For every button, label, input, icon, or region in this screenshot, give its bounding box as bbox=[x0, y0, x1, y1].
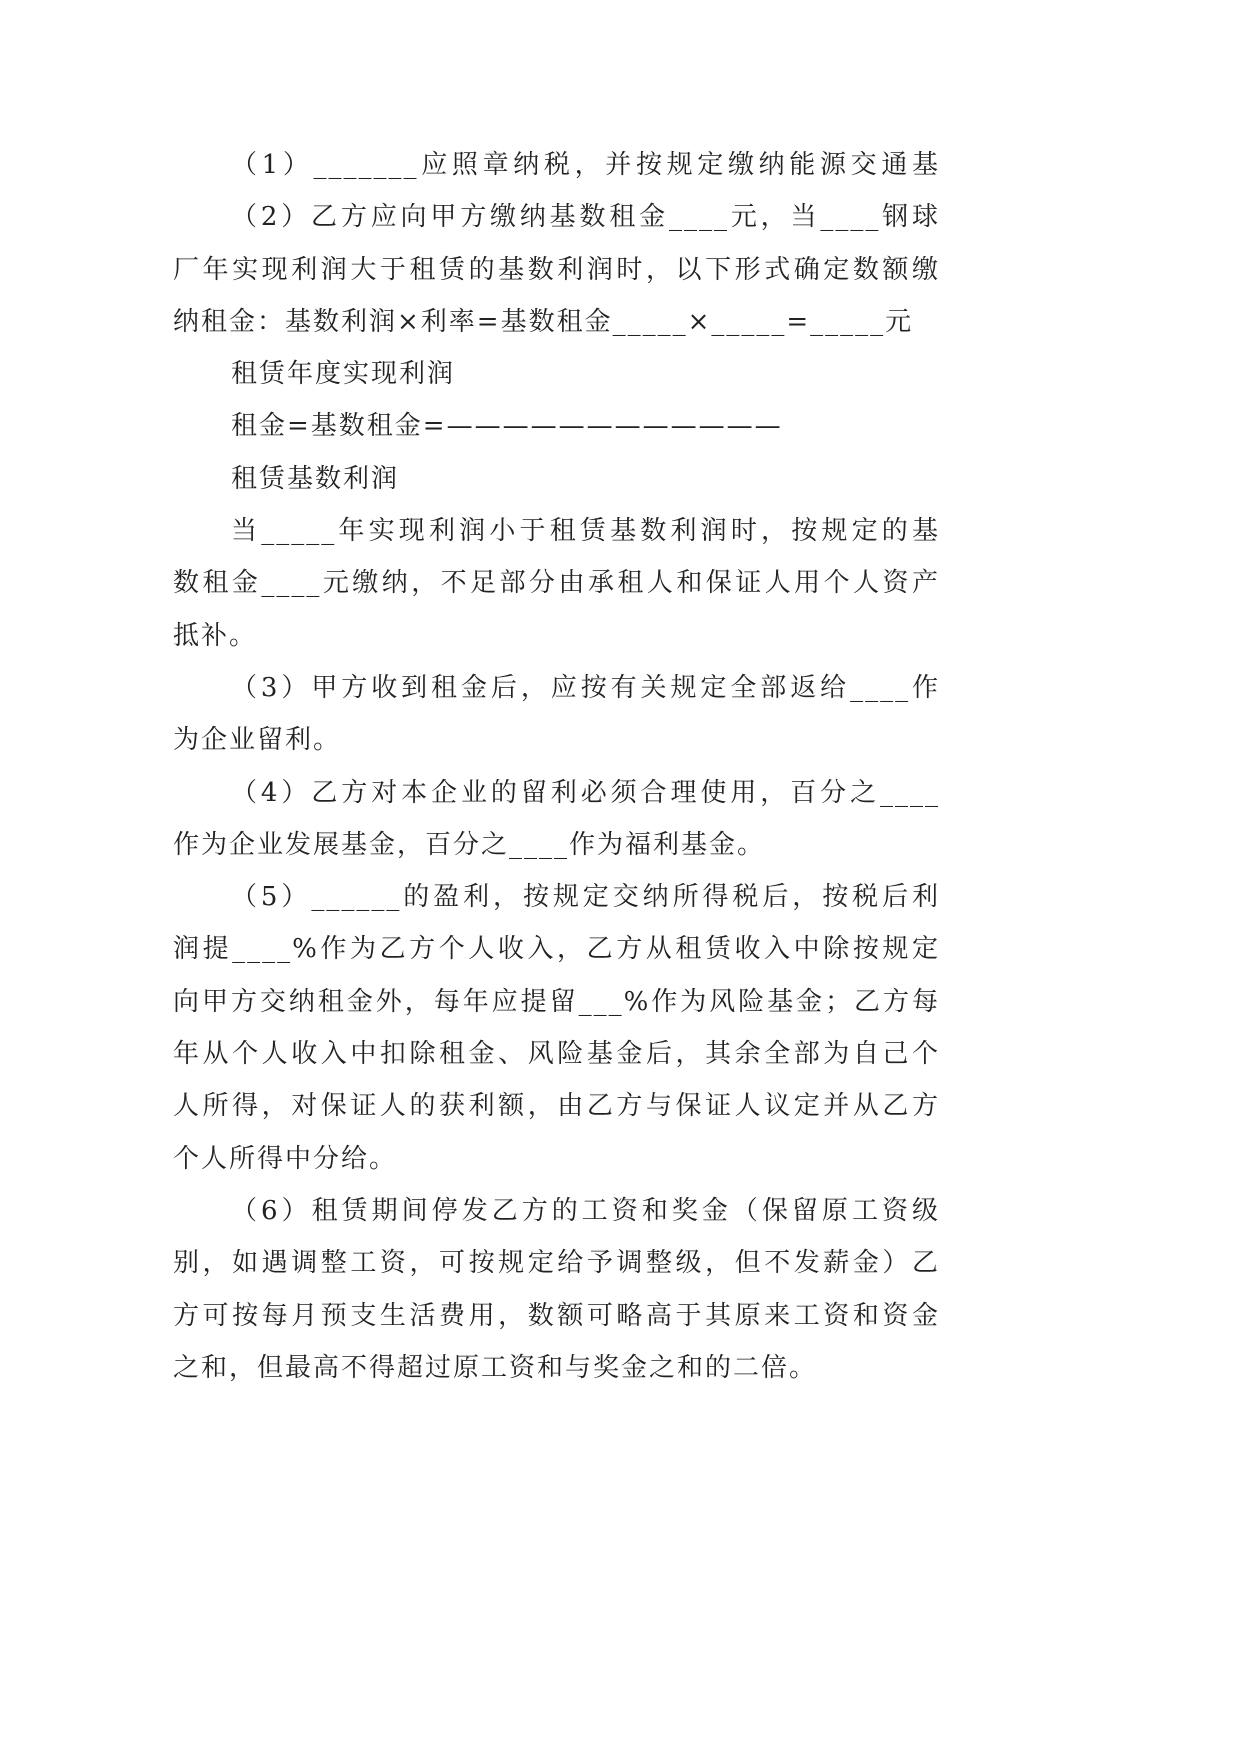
clause-2-shortfall bbox=[173, 505, 940, 662]
text-line: 纳租金：基数利润×利率=基数租金_____×_____=_____元 bbox=[173, 306, 914, 337]
text-line: 厂年实现利润大于租赁的基数利润时，以下形式确定数额缴 bbox=[173, 254, 940, 285]
clause-2 bbox=[173, 191, 940, 348]
text-line: 为企业留利。 bbox=[173, 725, 342, 756]
text-line: 抵补。 bbox=[173, 620, 258, 651]
text-line: 数租金____元缴纳，不足部分由承租人和保证人用个人资产 bbox=[173, 568, 940, 599]
clause-4 bbox=[173, 767, 940, 872]
clause-1 bbox=[173, 139, 940, 191]
clause-6 bbox=[173, 1185, 940, 1394]
text-line: 年从个人收入中扣除租金、风险基金后，其余全部为自己个 bbox=[173, 1039, 940, 1070]
text-line: 向甲方交纳租金外，每年应提留___%作为风险基金；乙方每 bbox=[173, 986, 940, 1017]
document-body bbox=[173, 139, 940, 1394]
formula-denominator: 租赁基数利润 bbox=[231, 463, 400, 494]
text-line: 当_____年实现利润小于租赁基数利润时，按规定的基 bbox=[231, 516, 940, 547]
text-line: 方可按每月预支生活费用，数额可略高于其原来工资和资金 bbox=[173, 1300, 940, 1331]
text-line: 别，如遇调整工资，可按规定给予调整级，但不发薪金）乙 bbox=[173, 1248, 940, 1279]
text-line: （3）甲方收到租金后，应按有关规定全部返给____作 bbox=[231, 672, 940, 703]
text-line: （2）乙方应向甲方缴纳基数租金____元，当____钢球 bbox=[231, 202, 940, 233]
rent-formula bbox=[173, 348, 940, 505]
text-line: 润提____%作为乙方个人收入，乙方从租赁收入中除按规定 bbox=[173, 934, 940, 965]
text-line: 作为企业发展基金，百分之____作为福利基金。 bbox=[173, 829, 766, 860]
clause-5 bbox=[173, 871, 940, 1185]
formula-line: 租金=基数租金=———————————— bbox=[231, 411, 783, 442]
text-line: （6）租赁期间停发乙方的工资和奖金（保留原工资级 bbox=[231, 1195, 940, 1226]
text-line: 人所得，对保证人的获利额，由乙方与保证人议定并从乙方 bbox=[173, 1091, 940, 1122]
text-line: （5）______的盈利，按规定交纳所得税后，按税后利 bbox=[231, 882, 940, 913]
clause-3 bbox=[173, 662, 940, 767]
formula-numerator: 租赁年度实现利润 bbox=[231, 359, 456, 390]
text-line: 个人所得中分给。 bbox=[173, 1143, 398, 1174]
text-line: （4）乙方对本企业的留利必须合理使用，百分之____ bbox=[231, 777, 940, 808]
text-line: 之和，但最高不得超过原工资和与奖金之和的二倍。 bbox=[173, 1352, 818, 1383]
text-line: （1）_______应照章纳税，并按规定缴纳能源交通基 bbox=[231, 150, 940, 180]
